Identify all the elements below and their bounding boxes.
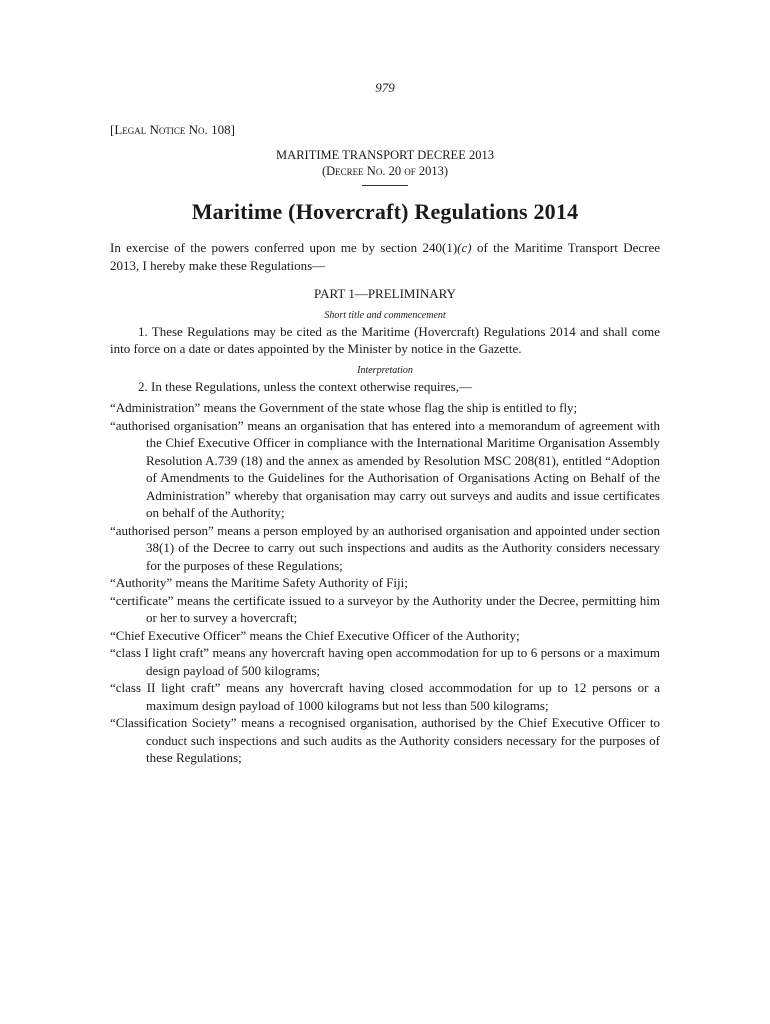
- preamble: [110, 239, 660, 274]
- preamble-section-ref: (c): [457, 240, 472, 255]
- notice-number: 108]: [211, 122, 235, 137]
- part-heading: PART 1—PRELIMINARY: [314, 286, 456, 301]
- definition-item: “Chief Executive Officer” means the Chief Executive Officer of the Authority;: [110, 627, 520, 643]
- definition-item: “certificate” means the certificate issued to a surveyor by the Authority under the Decree, permitting him or her to survey a hovercraft;: [110, 592, 660, 625]
- section-paragraph: 2. In these Regulations, unless the context otherwise requires,—: [138, 378, 472, 394]
- decree-title: MARITIME TRANSPORT DECREE 2013: [276, 148, 494, 162]
- notice-label: Legal Notice No.: [114, 122, 208, 137]
- definition-item: “Administration” means the Government of the state whose flag the ship is entitled to fly;: [110, 400, 578, 415]
- section-side-title: Interpretation: [357, 364, 413, 376]
- preamble-text-end: of the Maritime Transport Decree 2013, I hereby make these Regulations—: [110, 240, 661, 273]
- notice-open-bracket: [: [110, 122, 115, 137]
- section-paragraph: 1. These Regulations may be cited as the Maritime (Hovercraft) Regulations 2014 and shall come into force on a date or dates appointed by the Minister by notice in the Gazette.: [110, 323, 660, 356]
- definition-item: “class II light craft” means any hovercraft having closed accommodation for up to 12 persons or a maximum design payload of 1000 kilograms but not less than 500 kilograms;: [110, 680, 660, 713]
- decree-number-label: Decree No.: [326, 164, 386, 178]
- decree-number: [0, 163, 770, 179]
- document-body: [110, 239, 660, 767]
- definition-item: “authorised person” means a person employed by an authorised organisation and appointed under section 38(1) of the Decree to carry out such inspections and audits as the Authority considers necessary for the purposes of these Regulations;: [110, 522, 660, 573]
- heading-divider: [362, 185, 408, 186]
- definition-item: “authorised organisation” means an organisation that has entered into a memorandum of agreement with the Chief Executive Officer in compliance with the International Maritime Organisation Assembly Resolution A.739 (18) and the annex as amended by Resolution MSC 208(81), entitled “Adoption of Amendments to the Guidelines for the Authorisation of Organisations Acting on Behalf of the Administration” whereby that organisation may carry out surveys and audits and issue certificates on behalf of the Authority;: [110, 417, 660, 520]
- decree-number-value: 20: [388, 164, 402, 178]
- definition-item: “class I light craft” means any hovercraft having open accommodation for up to 6 persons or a maximum design payload of 500 kilograms;: [110, 645, 660, 678]
- definition-item: “Authority” means the Maritime Safety Authority of Fiji;: [110, 575, 408, 590]
- page-number: 979: [375, 80, 395, 95]
- preamble-text-start: In exercise of the powers conferred upon me by section 240(1): [110, 240, 458, 255]
- decree-number-of: of: [404, 164, 416, 178]
- legal-notice-number: [110, 122, 235, 138]
- section-side-title: Short title and commencement: [324, 309, 446, 321]
- regulation-title: Maritime (Hovercraft) Regulations 2014: [191, 199, 579, 224]
- definition-item: “Classification Society” means a recognised organisation, authorised by the Chief Executive Officer to conduct such inspections and such audits as the Authority considers necessary for the purposes of these Regulations;: [110, 715, 660, 765]
- decree-number-close: 2013): [418, 164, 449, 178]
- decree-number-open: (: [321, 164, 327, 178]
- decree-heading: [0, 147, 770, 186]
